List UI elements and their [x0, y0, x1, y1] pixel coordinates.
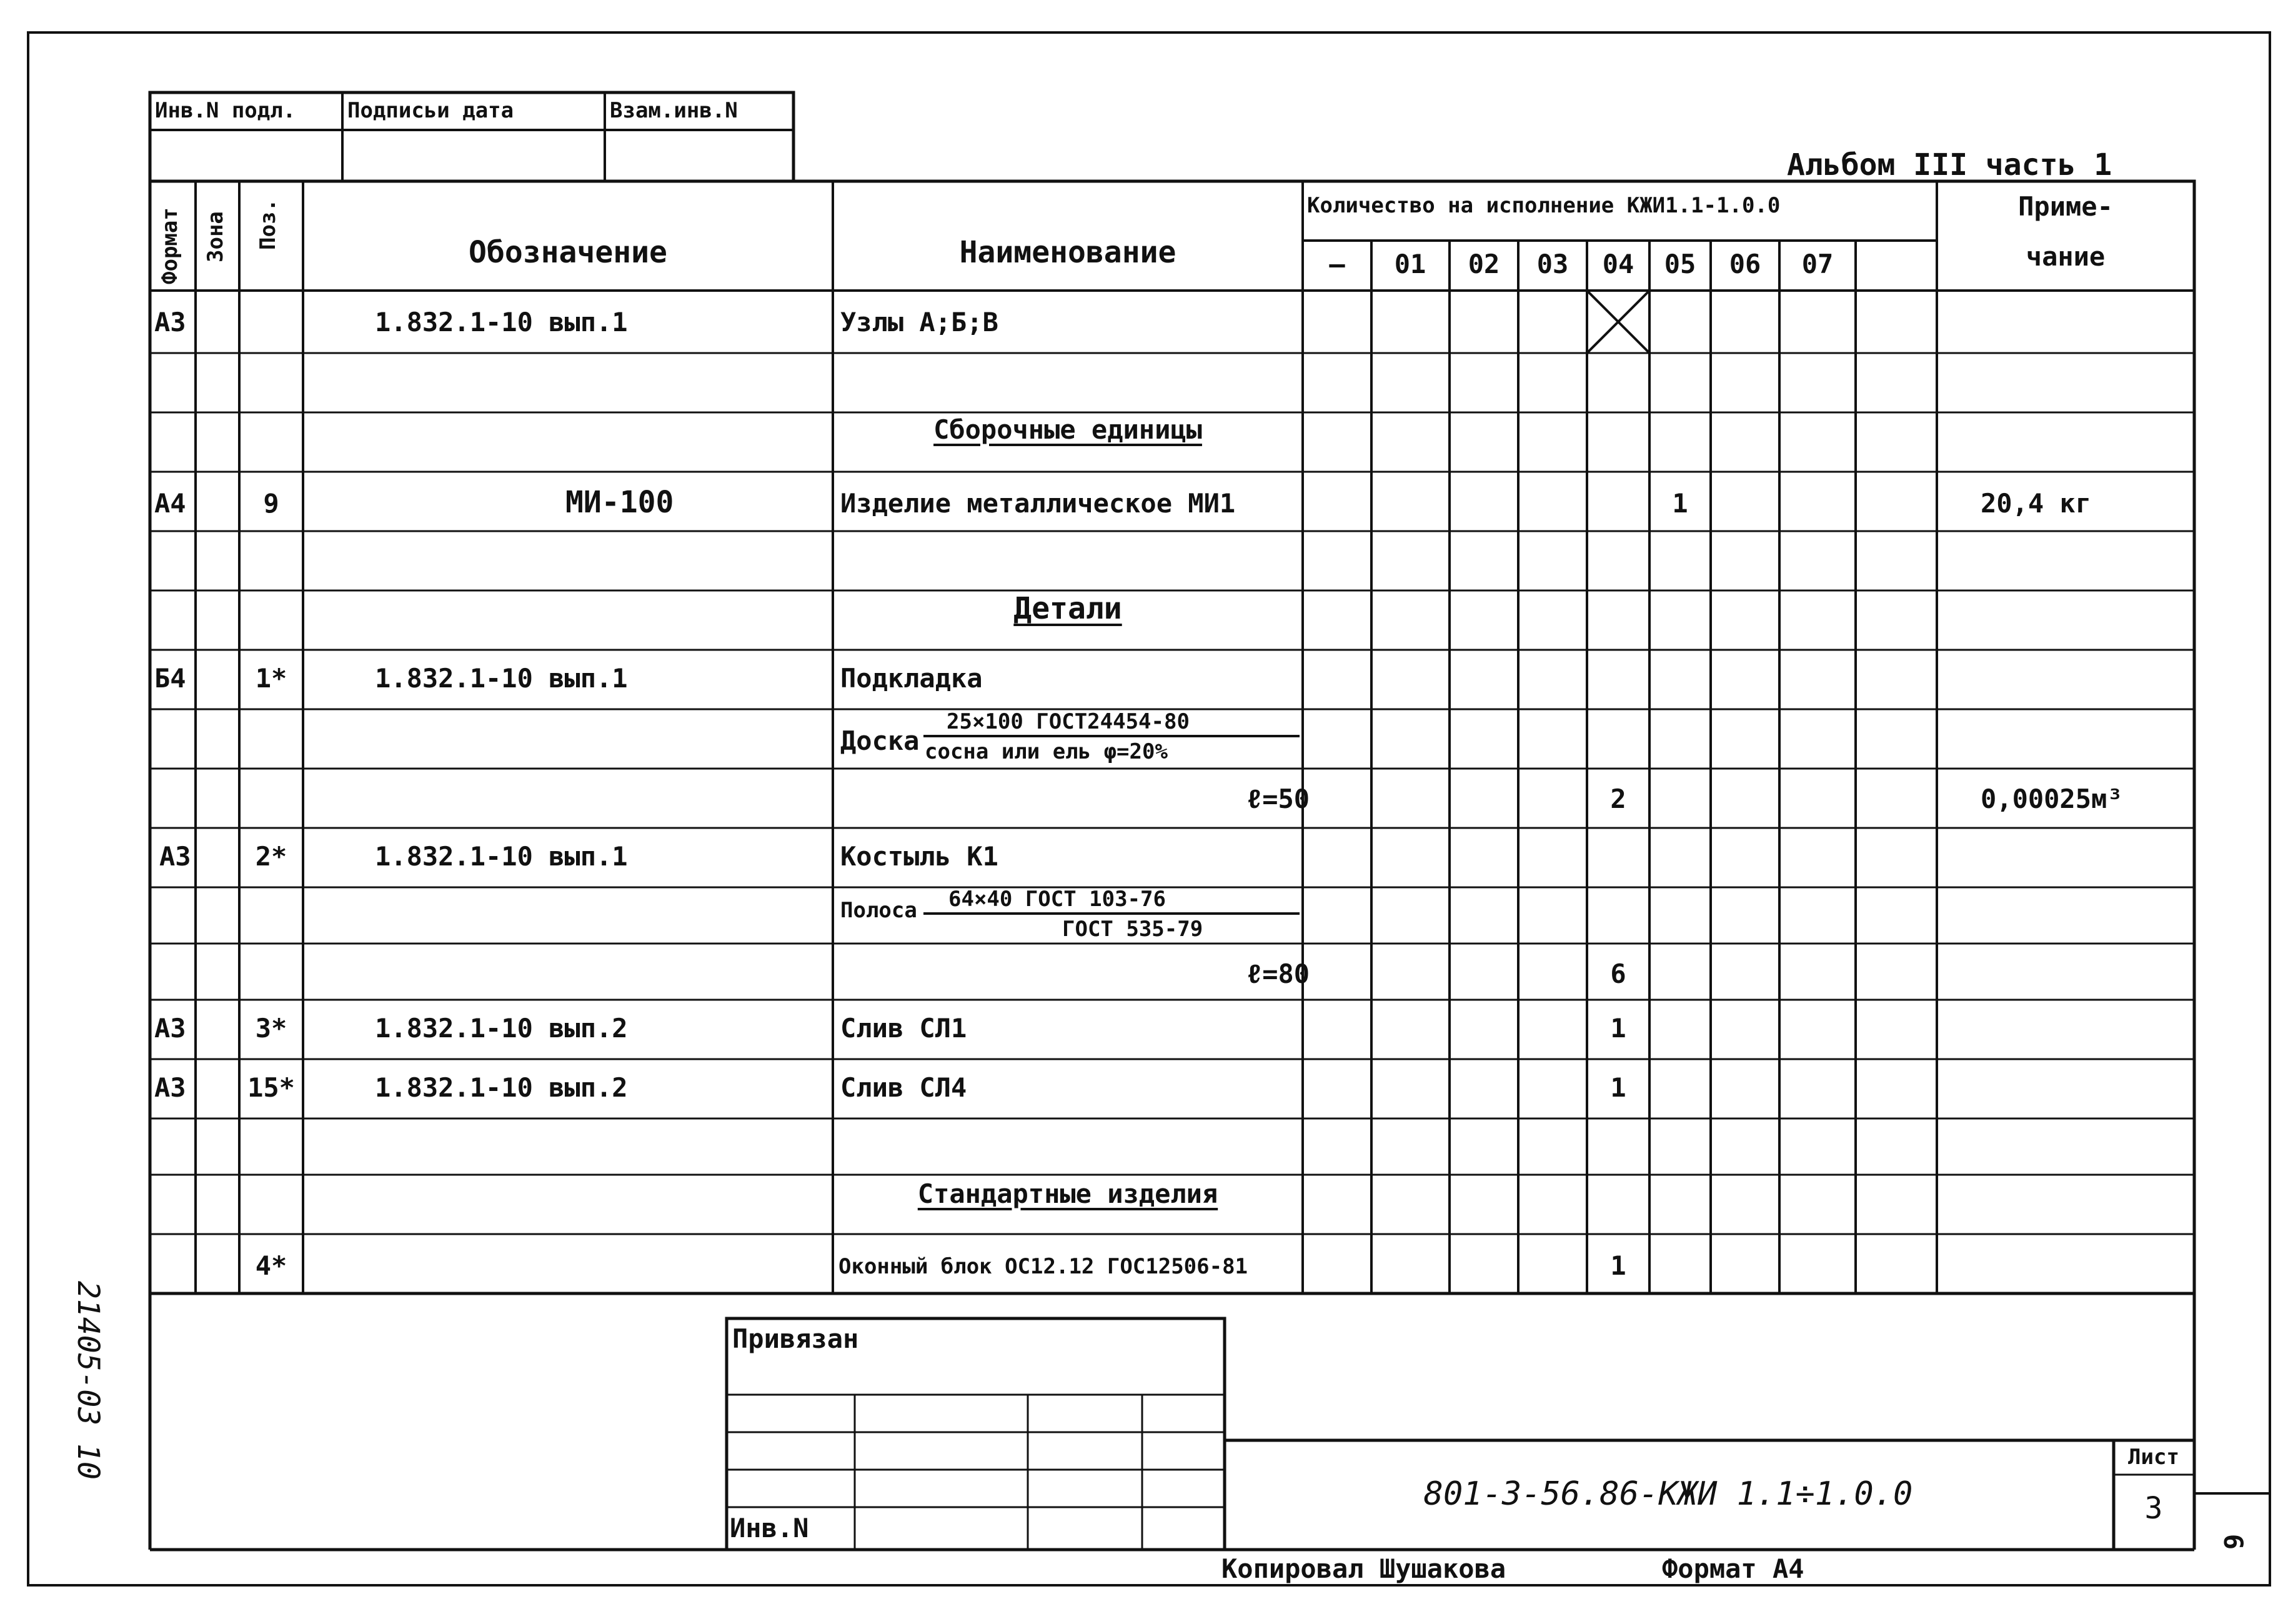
stamp-inv-podl: Инв.N подл. [155, 98, 296, 123]
header-oboznachenie: Обозначение [469, 235, 667, 270]
header-format: Формат [157, 207, 182, 284]
variant-03: 03 [1536, 249, 1569, 279]
row-6-format: Б4 [154, 663, 186, 694]
section-detali: Детали [1013, 591, 1122, 626]
row-10-frac-bottom: ГОСТ 535-79 [1062, 917, 1203, 942]
row-13-oboz: 1.832.1-10 вып.2 [375, 1072, 628, 1103]
row-11-qty: 6 [1610, 959, 1626, 989]
row-6-name: Подкладка [840, 663, 983, 694]
album-label: Альбом III часть 1 [1787, 147, 2112, 182]
margin-note: 21405-03 10 [71, 1281, 106, 1480]
row-10-name: Полоса [840, 898, 917, 923]
variant-02: 02 [1468, 249, 1500, 279]
row-3-format: А4 [154, 488, 186, 519]
row-7-frac-bottom: сосна или ель φ=20% [925, 739, 1168, 764]
inv-n-label: Инв.N [730, 1513, 809, 1543]
row-8-note: 0,00025м³ [1981, 784, 2123, 814]
row-3-poz: 9 [263, 488, 279, 519]
row-8-length: ℓ=50 [1246, 784, 1310, 814]
row-11-length: ℓ=80 [1246, 959, 1310, 989]
footer-copied: Копировал Шушакова [1221, 1553, 1506, 1584]
header-primechanie-1: Приме- [2018, 191, 2113, 222]
privyazan-label: Привязан [732, 1323, 859, 1354]
header-poz: Поз. [256, 199, 281, 250]
header-naimenovanie: Наименование [959, 235, 1176, 270]
list-number: 3 [2144, 1491, 2163, 1526]
section-standartnye: Стандартные изделия [917, 1178, 1218, 1209]
row-13-qty: 1 [1610, 1072, 1626, 1103]
row-12-qty: 1 [1610, 1013, 1626, 1044]
header-kolichestvo: Количество на исполнение КЖИ1.1-1.0.0 [1307, 193, 1781, 218]
row-3-name: Изделие металлическое МИ1 [840, 488, 1236, 519]
row-3-note: 20,4 кг [1981, 488, 2092, 519]
row-12-oboz: 1.832.1-10 вып.2 [375, 1013, 628, 1044]
variant-dash: — [1329, 249, 1345, 279]
variant-01: 01 [1394, 249, 1426, 279]
row-9-format: А3 [159, 841, 191, 872]
row-9-oboz: 1.832.1-10 вып.1 [375, 841, 628, 872]
row-9-poz: 2* [255, 841, 287, 872]
row-3-oboz: МИ-100 [565, 485, 674, 520]
row-13-poz: 15* [247, 1072, 295, 1103]
row-13-name: Слив СЛ4 [840, 1072, 967, 1103]
variant-04: 04 [1602, 249, 1634, 279]
row-16-qty: 1 [1610, 1250, 1626, 1281]
section-sborochnye: Сборочные единицы [933, 414, 1202, 445]
stamp-podpis-data: Подписьи дата [347, 98, 514, 123]
row-12-name: Слив СЛ1 [840, 1013, 967, 1044]
row-10-frac-top: 64×40 ГОСТ 103-76 [948, 887, 1166, 912]
row-13-format: А3 [154, 1072, 186, 1103]
doc-code: 801-3-56.86-КЖИ 1.1÷1.0.0 [1423, 1475, 1913, 1513]
stamp-vzam-inv: Взам.инв.N [610, 98, 738, 123]
row-0-name: Узлы А;Б;В [840, 307, 998, 337]
row-0-oboz: 1.832.1-10 вып.1 [375, 307, 628, 337]
row-16-poz: 4* [255, 1250, 287, 1281]
corner-number: 9 [2219, 1533, 2249, 1550]
row-7-name: Доска [840, 725, 920, 756]
row-9-name: Костыль К1 [840, 841, 998, 872]
variant-07: 07 [1801, 249, 1834, 279]
row-12-format: А3 [154, 1013, 186, 1044]
row-16-name: Оконный блок ОС12.12 ГОС12506-81 [838, 1254, 1248, 1279]
row-0-format: А3 [154, 307, 186, 337]
row-3-qty: 1 [1672, 488, 1688, 519]
footer-format: Формат А4 [1662, 1553, 1804, 1584]
list-label: Лист [2128, 1445, 2179, 1470]
variant-05: 05 [1664, 249, 1696, 279]
header-primechanie-2: чание [2026, 241, 2106, 272]
row-7-frac-top: 25×100 ГОСТ24454-80 [947, 709, 1190, 734]
variant-06: 06 [1729, 249, 1761, 279]
row-8-qty: 2 [1610, 784, 1626, 814]
row-6-oboz: 1.832.1-10 вып.1 [375, 663, 628, 694]
row-6-poz: 1* [255, 663, 287, 694]
row-12-poz: 3* [255, 1013, 287, 1044]
header-zona: Зона [203, 211, 228, 262]
